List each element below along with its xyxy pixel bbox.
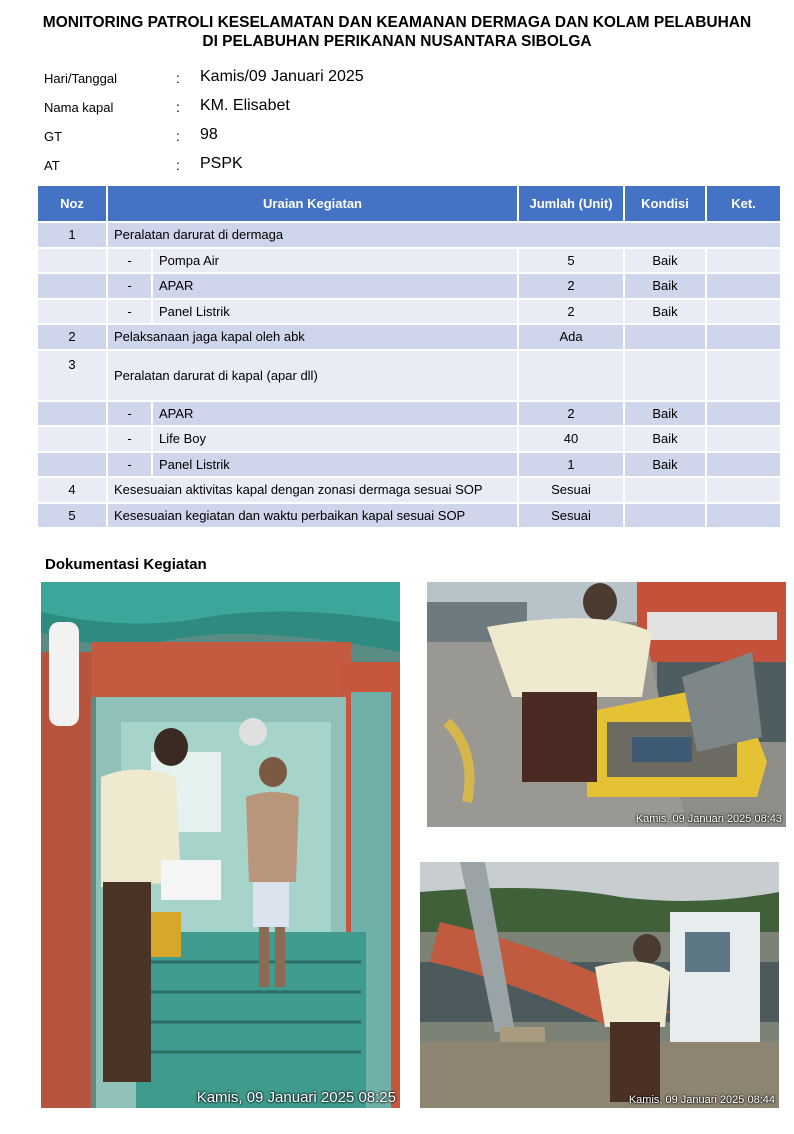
activity-table xyxy=(36,184,782,529)
cell-item: Panel Listrik xyxy=(152,299,518,325)
cell-quantity xyxy=(518,350,624,401)
cell-notes xyxy=(706,299,781,325)
cell-item: APAR xyxy=(152,401,518,427)
table-row xyxy=(37,452,781,478)
info-row-ship-name xyxy=(44,95,444,119)
cell-description: Pelaksanaan jaga kapal oleh abk xyxy=(107,324,518,350)
cell-notes xyxy=(706,350,781,401)
cell-condition: Baik xyxy=(624,299,706,325)
info-label: Hari/Tanggal xyxy=(44,71,117,86)
cell-quantity: 1 xyxy=(518,452,624,478)
cell-condition: Baik xyxy=(624,452,706,478)
info-row-gt xyxy=(44,124,444,148)
cell-description: Kesesuaian aktivitas kapal dengan zonasi dermaga sesuai SOP xyxy=(107,477,518,503)
cell-notes xyxy=(706,248,781,274)
photo-dock-equipment xyxy=(427,582,786,827)
info-row-at xyxy=(44,153,444,177)
table-row xyxy=(37,222,781,248)
photo-ship-cabin-image xyxy=(41,582,400,1108)
info-value: 98 xyxy=(200,126,218,143)
cell-notes xyxy=(706,273,781,299)
info-value: PSPK xyxy=(200,155,243,172)
title-line-1: MONITORING PATROLI KESELAMATAN DAN KEAMANAN DERMAGA DAN KOLAM PELABUHAN xyxy=(42,14,752,31)
cell-quantity: 2 xyxy=(518,299,624,325)
table-row xyxy=(37,503,781,529)
cell-notes xyxy=(706,503,781,529)
cell-condition xyxy=(624,503,706,529)
cell-no xyxy=(37,299,107,325)
photo-harbor-boats-image xyxy=(420,862,779,1108)
cell-dash: - xyxy=(107,401,152,427)
cell-description: Peralatan darurat di kapal (apar dll) xyxy=(107,350,518,401)
table-row xyxy=(37,273,781,299)
cell-description: Kesesuaian kegiatan dan waktu perbaikan kapal sesuai SOP xyxy=(107,503,518,529)
info-value: Kamis/09 Januari 2025 xyxy=(200,68,364,85)
header-description: Uraian Kegiatan xyxy=(107,185,518,222)
cell-quantity: Ada xyxy=(518,324,624,350)
cell-dash: - xyxy=(107,452,152,478)
cell-dash: - xyxy=(107,299,152,325)
cell-condition: Baik xyxy=(624,401,706,427)
photo-ship-cabin xyxy=(41,582,400,1108)
cell-item: Pompa Air xyxy=(152,248,518,274)
cell-notes xyxy=(706,477,781,503)
cell-condition xyxy=(624,350,706,401)
table-row xyxy=(37,299,781,325)
photo-dock-equipment-image xyxy=(427,582,786,827)
table-row xyxy=(37,248,781,274)
cell-condition: Baik xyxy=(624,273,706,299)
info-value: KM. Elisabet xyxy=(200,97,290,114)
info-label: GT xyxy=(44,129,63,144)
cell-item: Panel Listrik xyxy=(152,452,518,478)
info-colon: : xyxy=(176,157,180,173)
cell-dash: - xyxy=(107,248,152,274)
cell-no: 4 xyxy=(37,477,107,503)
cell-no xyxy=(37,401,107,427)
cell-condition xyxy=(624,477,706,503)
cell-quantity: 40 xyxy=(518,426,624,452)
table-row xyxy=(37,350,781,401)
cell-item: Life Boy xyxy=(152,426,518,452)
table-row xyxy=(37,324,781,350)
cell-no xyxy=(37,452,107,478)
cell-quantity: Sesuai xyxy=(518,477,624,503)
info-label: AT xyxy=(44,158,60,173)
cell-condition: Baik xyxy=(624,248,706,274)
photo-harbor-boats xyxy=(420,862,779,1108)
table-row xyxy=(37,401,781,427)
table-header-row xyxy=(37,185,781,222)
cell-condition xyxy=(624,324,706,350)
header-notes: Ket. xyxy=(706,185,781,222)
cell-quantity: 5 xyxy=(518,248,624,274)
cell-notes xyxy=(706,324,781,350)
cell-condition: Baik xyxy=(624,426,706,452)
cell-notes xyxy=(706,426,781,452)
photo-timestamp: Kamis, 09 Januari 2025 08:25 xyxy=(196,1089,396,1106)
info-colon: : xyxy=(176,70,180,86)
info-label: Nama kapal xyxy=(44,100,114,115)
header-condition: Kondisi xyxy=(624,185,706,222)
cell-quantity: 2 xyxy=(518,401,624,427)
info-row-date xyxy=(44,66,444,90)
title-line-2: DI PELABUHAN PERIKANAN NUSANTARA SIBOLGA xyxy=(202,33,592,50)
cell-no: 5 xyxy=(37,503,107,529)
cell-no xyxy=(37,426,107,452)
photo-timestamp: Kamis, 09 Januari 2025 08:44 xyxy=(628,1094,775,1106)
cell-quantity: Sesuai xyxy=(518,503,624,529)
cell-no xyxy=(37,273,107,299)
table-row xyxy=(37,477,781,503)
table-row xyxy=(37,426,781,452)
cell-dash: - xyxy=(107,426,152,452)
cell-no: 3 xyxy=(37,350,107,401)
cell-quantity: 2 xyxy=(518,273,624,299)
cell-no: 1 xyxy=(37,222,107,248)
header-no: Noz xyxy=(37,185,107,222)
documentation-title: Dokumentasi Kegiatan xyxy=(45,556,207,573)
cell-notes xyxy=(706,452,781,478)
header-quantity: Jumlah (Unit) xyxy=(518,185,624,222)
info-colon: : xyxy=(176,99,180,115)
info-colon: : xyxy=(176,128,180,144)
cell-dash: - xyxy=(107,273,152,299)
document-title xyxy=(0,13,794,51)
photo-timestamp: Kamis, 09 Januari 2025 08:43 xyxy=(635,813,782,825)
cell-description: Peralatan darurat di dermaga xyxy=(107,222,781,248)
cell-no xyxy=(37,248,107,274)
cell-item: APAR xyxy=(152,273,518,299)
cell-no: 2 xyxy=(37,324,107,350)
cell-notes xyxy=(706,401,781,427)
